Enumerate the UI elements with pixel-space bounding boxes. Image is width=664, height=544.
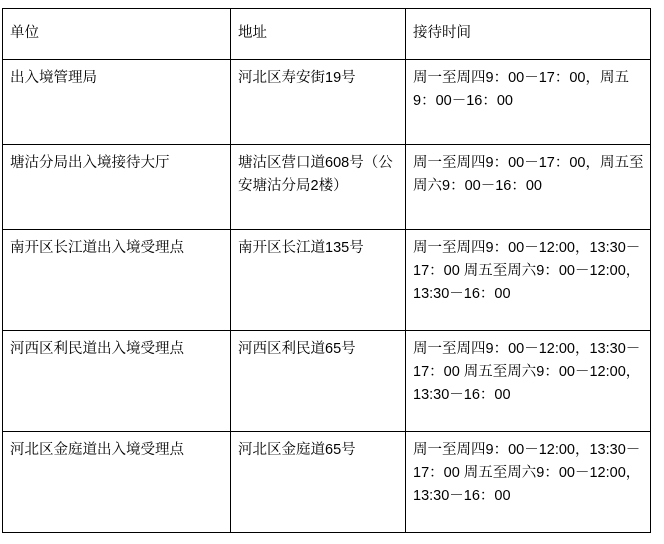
cell-unit: 河西区利民道出入境受理点 bbox=[3, 331, 231, 432]
cell-unit: 出入境管理局 bbox=[3, 60, 231, 145]
column-header-hours: 接待时间 bbox=[406, 9, 651, 60]
cell-address: 河北区金庭道65号 bbox=[231, 432, 406, 533]
cell-hours: 周一至周四9：00－17：00，周五至周六9：00－16：00 bbox=[406, 145, 651, 230]
table-header-row bbox=[3, 9, 651, 60]
cell-unit: 塘沽分局出入境接待大厅 bbox=[3, 145, 231, 230]
cell-unit: 河北区金庭道出入境受理点 bbox=[3, 432, 231, 533]
cell-hours: 周一至周四9：00－12:00，13:30－17：00 周五至周六9：00－12:00，13:30－16：00 bbox=[406, 331, 651, 432]
table-row bbox=[3, 331, 651, 432]
table-row bbox=[3, 60, 651, 145]
table-row bbox=[3, 432, 651, 533]
column-header-unit: 单位 bbox=[3, 9, 231, 60]
cell-address: 河北区寿安街19号 bbox=[231, 60, 406, 145]
table-row bbox=[3, 145, 651, 230]
cell-hours: 周一至周四9：00－17：00，周五9：00－16：00 bbox=[406, 60, 651, 145]
table-row bbox=[3, 230, 651, 331]
office-hours-table bbox=[2, 8, 651, 533]
cell-address: 塘沽区营口道608号（公安塘沽分局2楼） bbox=[231, 145, 406, 230]
cell-address: 南开区长江道135号 bbox=[231, 230, 406, 331]
cell-hours: 周一至周四9：00－12:00，13:30－17：00 周五至周六9：00－12:00，13:30－16：00 bbox=[406, 432, 651, 533]
document-page bbox=[0, 8, 664, 544]
column-header-address: 地址 bbox=[231, 9, 406, 60]
cell-hours: 周一至周四9：00－12:00，13:30－17：00 周五至周六9：00－12:00，13:30－16：00 bbox=[406, 230, 651, 331]
cell-address: 河西区利民道65号 bbox=[231, 331, 406, 432]
cell-unit: 南开区长江道出入境受理点 bbox=[3, 230, 231, 331]
